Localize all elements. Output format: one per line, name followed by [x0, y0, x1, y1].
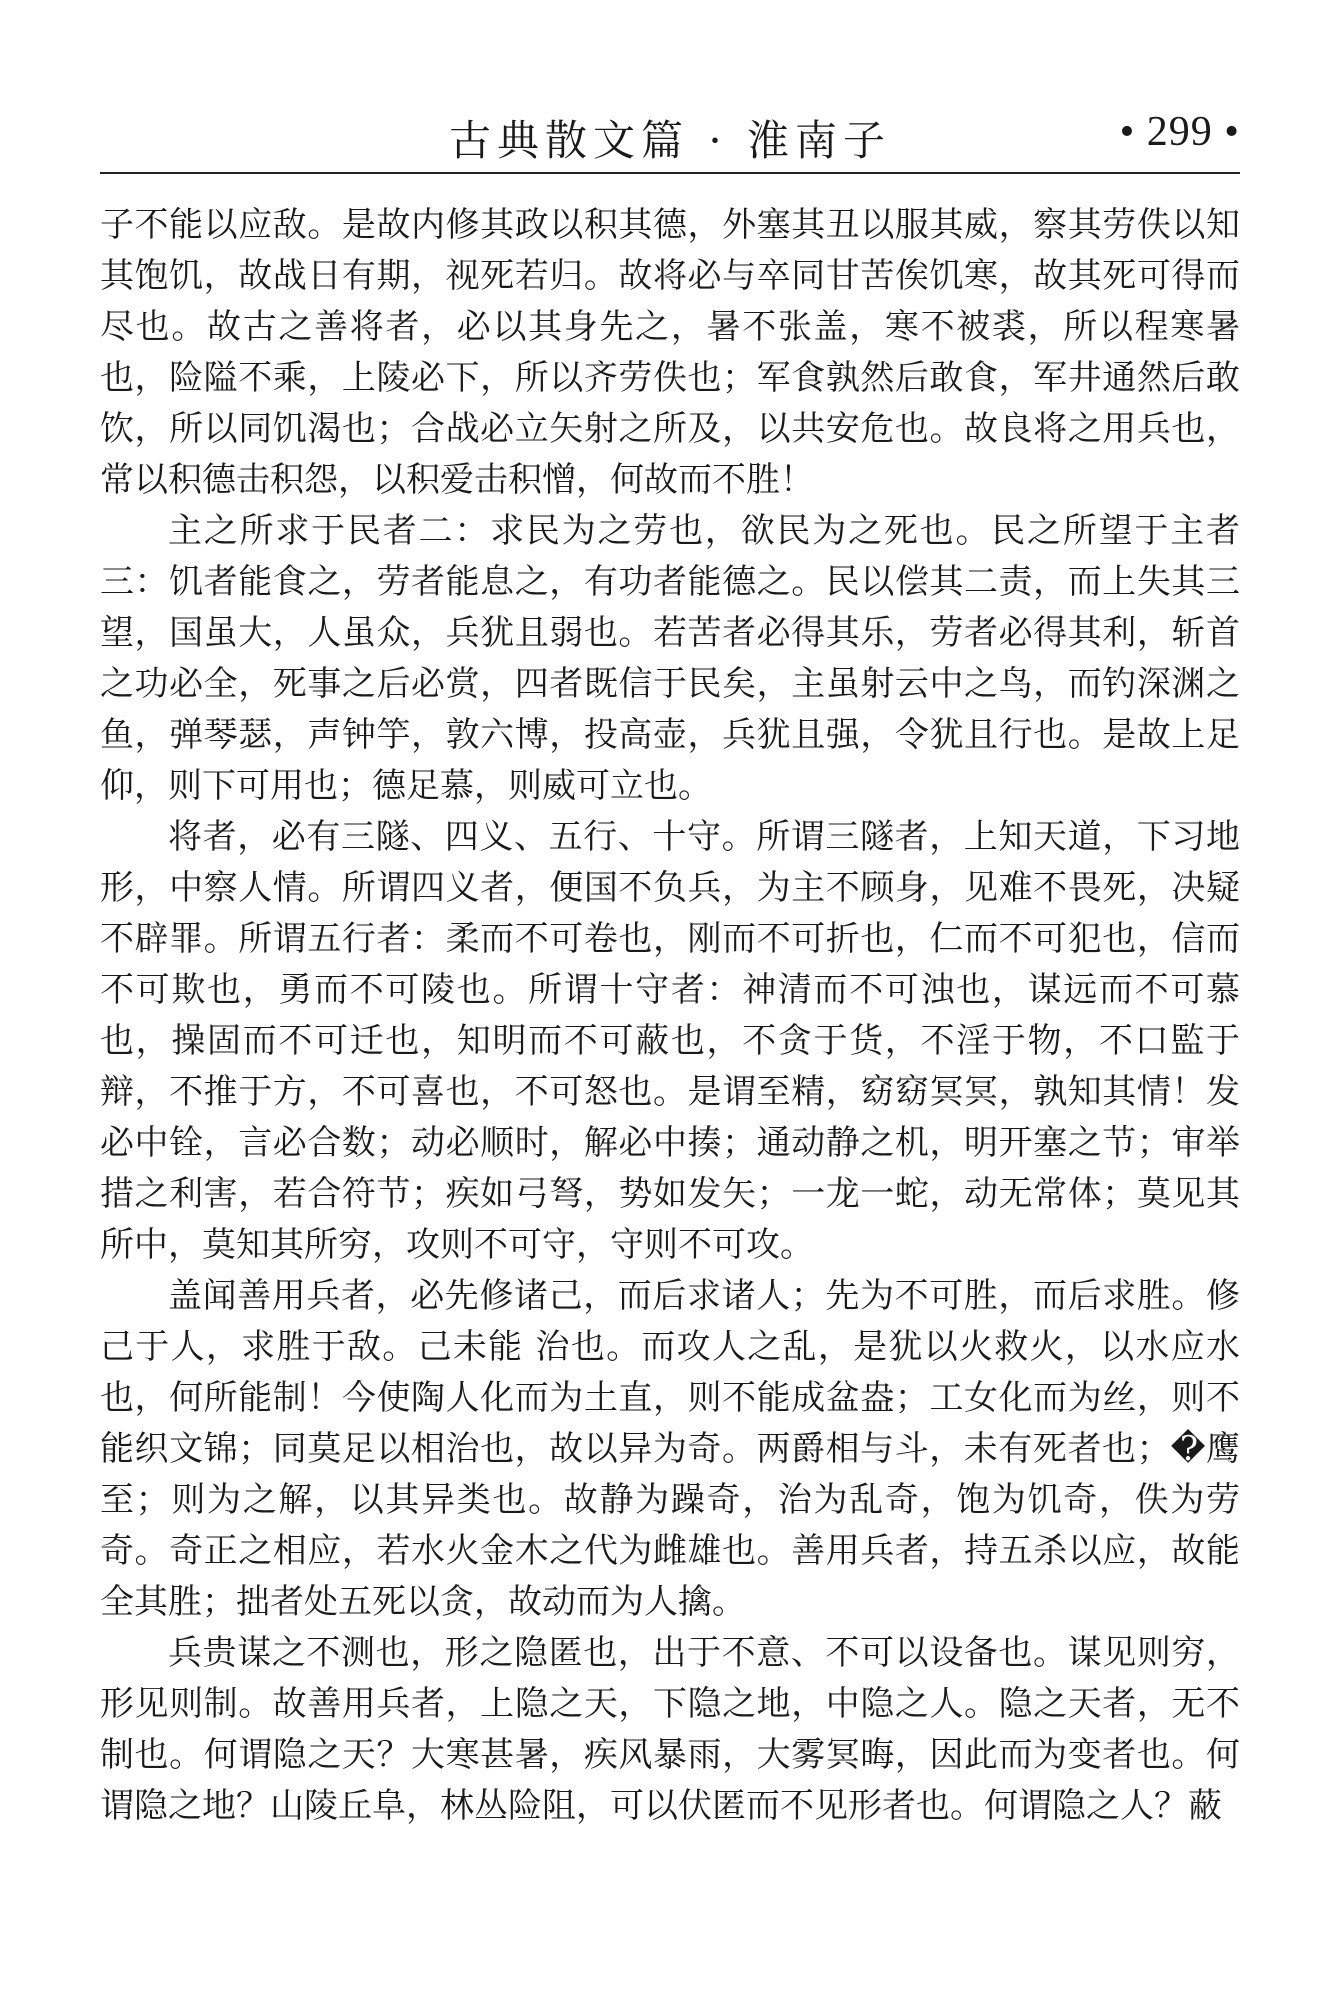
paragraph: 盖闻善用兵者，必先修诸己，而后求诸人；先为不可胜，而后求胜。修己于人，求胜于敌。己未能 治也。而攻人之乱，是犹以火救火，以水应水也，何所能制！今使陶人化而为土直，则不能成盆盎；工女化而为丝，则不能织文锦；同莫足以相治也，故以异为奇。两爵相与斗，未有死者也；�鹰至；则为之解，以其异类也。故静为躁奇，治为乱奇，饱为饥奇，佚为劳奇。奇正之相应，若水火金木之代为雌雄也。善用兵者，持五杀以应，故能全其胜；拙者处五死以贪，故动而为人擒。: [100, 1276, 1240, 1622]
paragraph: 将者，必有三隧、四义、五行、十守。所谓三隧者，上知天道，下习地形，中察人情。所谓四义者，便国不负兵，为主不顾身，见难不畏死，决疑不辟罪。所谓五行者：柔而不可卷也，刚而不可折也，仁而不可犯也，信而不可欺也，勇而不可陵也。所谓十守者：神清而不可浊也，谋远而不可慕也，操固而不可迁也，知明而不可蔽也，不贪于货，不淫于物，不口監于辩，不推于方，不可喜也，不可怒也。是谓至精，窈窈冥冥，孰知其情！发必中铨，言必合数；动必顺时，解必中揍；通动静之机，明开塞之节；审举措之利害，若合符节；疾如弓弩，势如发矢；一龙一蛇，动无常体；莫见其所中，莫知其所穷，攻则不可守，守则不可攻。: [100, 817, 1240, 1265]
body-text: [100, 200, 1240, 1832]
running-header-title: 古典散文篇 · 淮南子: [448, 116, 892, 165]
running-header: [100, 98, 1240, 170]
paragraph: 主之所求于民者二：求民为之劳也，欲民为之死也。民之所望于主者三：饥者能食之，劳者能息之，有功者能德之。民以偿其二责，而上失其三望，国虽大，人虽众，兵犹且弱也。若苦者必得其乐，劳者必得其利，斩首之功必全，死事之后必赏，四者既信于民矣，主虽射云中之鸟，而钓深渊之鱼，弹琴瑟，声钟竽，敦六博，投高壶，兵犹且强，令犹且行也。是故上足仰，则下可用也；德足慕，则威可立也。: [100, 511, 1240, 806]
page-number: • 299 •: [1119, 109, 1240, 155]
paragraph: 兵贵谋之不测也，形之隐匿也，出于不意、不可以设备也。谋见则穷，形见则制。故善用兵者，上隐之天，下隐之地，中隐之人。隐之天者，无不制也。何谓隐之天？大寒甚暑，疾风暴雨，大雾冥晦，因此而为变者也。何谓隐之地？山陵丘阜，林丛险阻，可以伏匿而不见形者也。何谓隐之人？蔽: [100, 1633, 1240, 1826]
paragraph: 子不能以应敌。是故内修其政以积其德，外塞其丑以服其威，察其劳佚以知其饱饥，故战日有期，视死若归。故将必与卒同甘苦俟饥寒，故其死可得而尽也。故古之善将者，必以其身先之，暑不张盖，寒不被裘，所以程寒暑也，险隘不乘，上陵必下，所以齐劳佚也；军食孰然后敢食，军井通然后敢饮，所以同饥渴也；合战必立矢射之所及，以共安危也。故良将之用兵也，常以积德击积怨，以积爱击积憎，何故而不胜！: [100, 205, 1240, 500]
header-rule: [100, 172, 1240, 174]
